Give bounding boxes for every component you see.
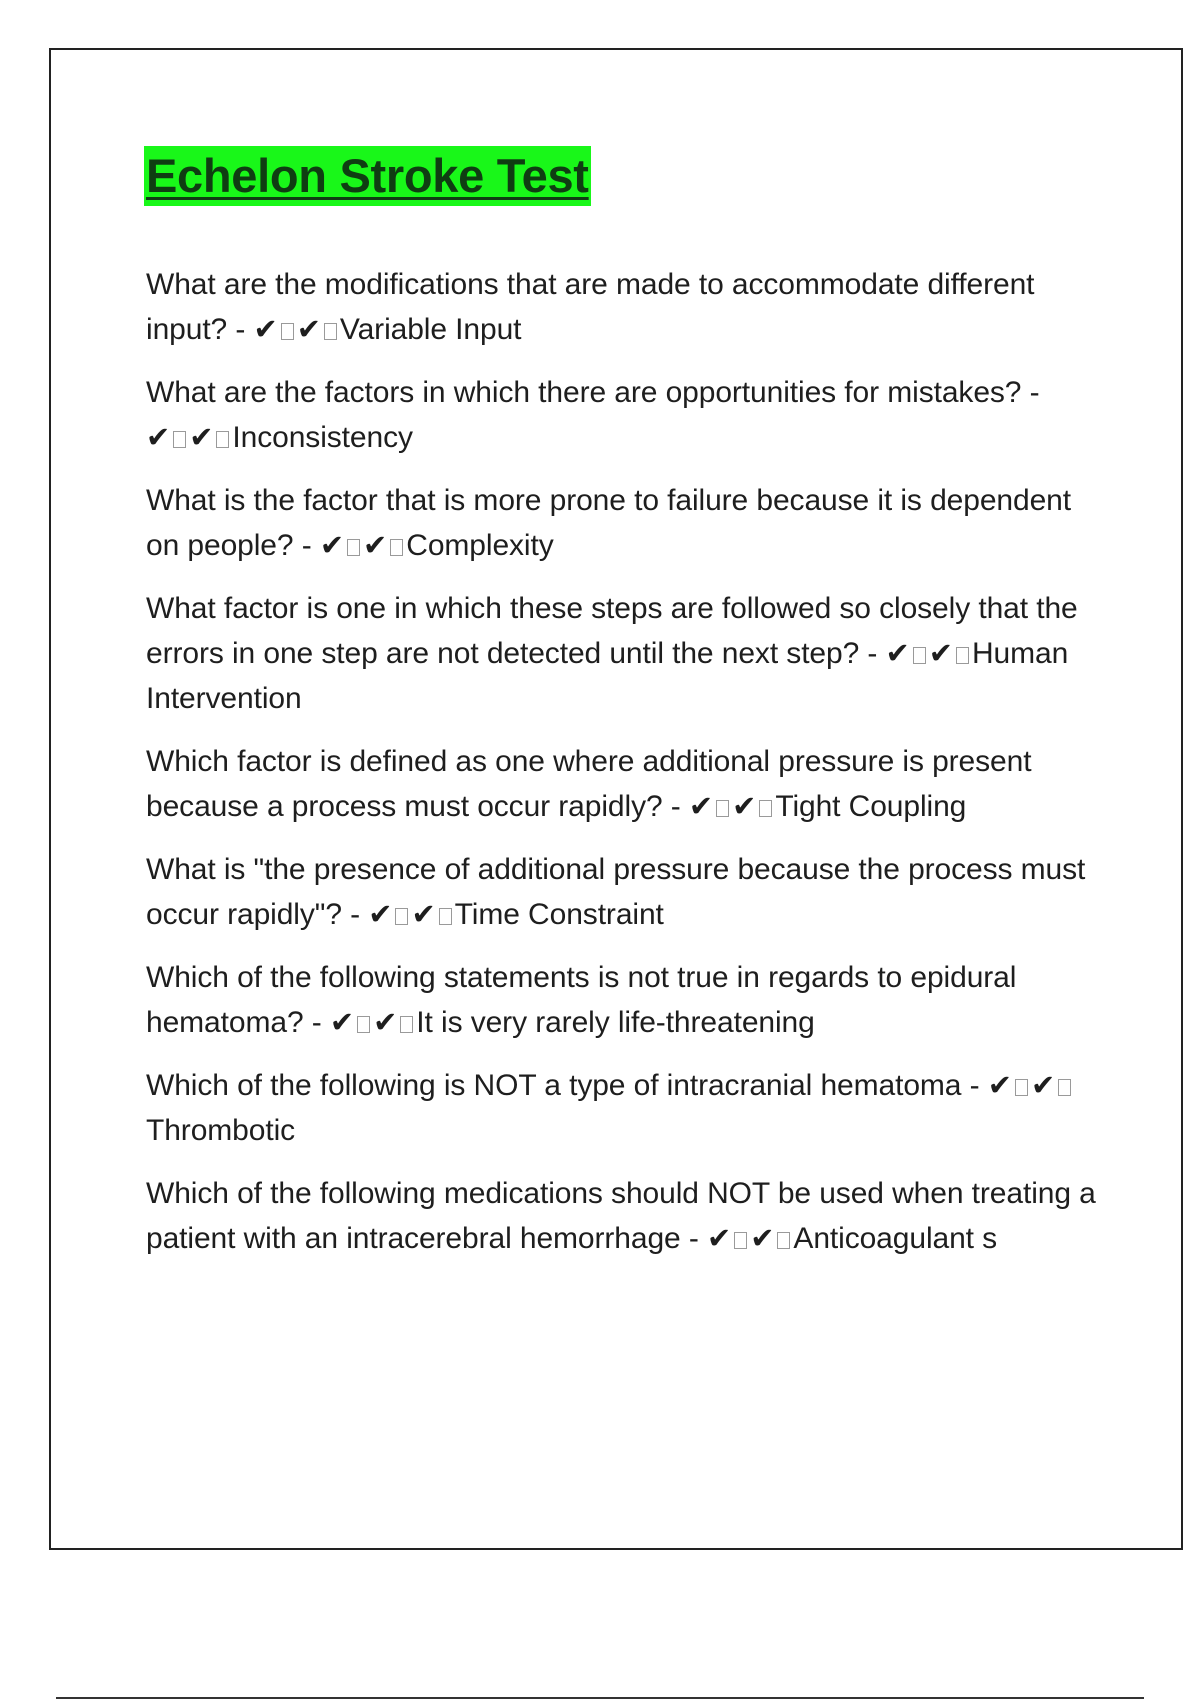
answer-marks bbox=[330, 1006, 416, 1039]
qa-item-8 bbox=[146, 1063, 1096, 1153]
question-text: What is the factor that is more prone to failure because it is dependent on people? - bbox=[146, 484, 1071, 562]
question-text: Which of the following is NOT a type of intracranial hematoma - bbox=[146, 1069, 988, 1102]
answer-text: Human Intervention bbox=[146, 637, 1069, 715]
answer-text: Complexity bbox=[406, 529, 554, 562]
empty-box-icon bbox=[1058, 1079, 1071, 1096]
check-mark-icon: ✔ bbox=[253, 312, 278, 346]
answer-text: Anticoagulant s bbox=[793, 1222, 998, 1255]
empty-box-icon bbox=[216, 431, 229, 448]
empty-box-icon bbox=[281, 323, 294, 340]
empty-box-icon bbox=[390, 539, 403, 556]
empty-box-icon bbox=[913, 647, 926, 664]
check-mark-icon: ✔ bbox=[707, 1221, 732, 1255]
check-mark-icon: ✔ bbox=[319, 528, 345, 562]
question-text: Which of the following medications should NOT be used when treating a patient with an intracerebral hemorrhage - bbox=[146, 1177, 1096, 1255]
question-text: What factor is one in which these steps are followed so closely that the errors in one step are not detected until the next step? - bbox=[146, 592, 1078, 670]
check-mark-icon: ✔ bbox=[987, 1068, 1012, 1102]
qa-item-9 bbox=[146, 1171, 1096, 1261]
check-mark-icon: ✔ bbox=[146, 420, 171, 454]
question-text: What is "the presence of additional pressure because the process must occur rapidly"? - bbox=[146, 853, 1086, 931]
empty-box-icon bbox=[1015, 1079, 1028, 1096]
answer-text: Time Constraint bbox=[454, 898, 664, 931]
question-text: What are the factors in which there are opportunities for mistakes? - bbox=[146, 376, 1040, 409]
question-list bbox=[146, 262, 1096, 1279]
answer-text: Variable Input bbox=[339, 313, 522, 346]
question-text: Which of the following statements is not true in regards to epidural hematoma? - bbox=[146, 961, 1017, 1039]
question-text: What are the modifications that are made to accommodate different input? - bbox=[146, 268, 1035, 346]
empty-box-icon bbox=[759, 800, 772, 817]
answer-marks bbox=[146, 421, 232, 454]
empty-box-icon bbox=[395, 908, 408, 925]
check-mark-icon: ✔ bbox=[732, 789, 757, 823]
empty-box-icon bbox=[173, 431, 186, 448]
answer-marks bbox=[689, 790, 775, 823]
answer-marks bbox=[320, 529, 406, 562]
empty-box-icon bbox=[324, 323, 337, 340]
qa-item-4 bbox=[146, 586, 1096, 721]
answer-marks bbox=[254, 313, 340, 346]
check-mark-icon: ✔ bbox=[688, 789, 714, 823]
check-mark-icon: ✔ bbox=[368, 897, 393, 931]
check-mark-icon: ✔ bbox=[363, 528, 388, 562]
check-mark-icon: ✔ bbox=[296, 312, 321, 346]
question-text: Which factor is defined as one where additional pressure is present because a process must occur rapidly? - bbox=[146, 745, 1032, 823]
empty-box-icon bbox=[716, 800, 729, 817]
qa-item-6 bbox=[146, 847, 1096, 937]
check-mark-icon: ✔ bbox=[750, 1221, 775, 1255]
answer-text: Inconsistency bbox=[232, 421, 413, 454]
qa-item-2 bbox=[146, 370, 1096, 460]
qa-item-1 bbox=[146, 262, 1096, 352]
qa-item-5 bbox=[146, 739, 1096, 829]
bottom-divider bbox=[56, 1697, 1144, 1699]
check-mark-icon: ✔ bbox=[928, 636, 953, 670]
empty-box-icon bbox=[734, 1232, 747, 1249]
answer-marks bbox=[368, 898, 454, 931]
answer-marks bbox=[886, 637, 972, 670]
answer-text: Tight Coupling bbox=[775, 790, 967, 823]
document-title: Echelon Stroke Test bbox=[144, 146, 591, 206]
check-mark-icon: ✔ bbox=[1030, 1068, 1056, 1102]
empty-box-icon bbox=[400, 1016, 413, 1033]
answer-text: Thrombotic bbox=[146, 1114, 296, 1147]
check-mark-icon: ✔ bbox=[189, 420, 214, 454]
check-mark-icon: ✔ bbox=[373, 1005, 398, 1039]
answer-marks bbox=[707, 1222, 793, 1255]
check-mark-icon: ✔ bbox=[411, 897, 436, 931]
check-mark-icon: ✔ bbox=[885, 636, 910, 670]
empty-box-icon bbox=[357, 1016, 370, 1033]
qa-item-7 bbox=[146, 955, 1096, 1045]
qa-item-3 bbox=[146, 478, 1096, 568]
answer-marks bbox=[988, 1069, 1074, 1102]
check-mark-icon: ✔ bbox=[329, 1005, 355, 1039]
empty-box-icon bbox=[347, 539, 360, 556]
empty-box-icon bbox=[439, 908, 452, 925]
answer-text: It is very rarely life-threatening bbox=[416, 1006, 815, 1039]
empty-box-icon bbox=[777, 1232, 790, 1249]
empty-box-icon bbox=[956, 647, 969, 664]
